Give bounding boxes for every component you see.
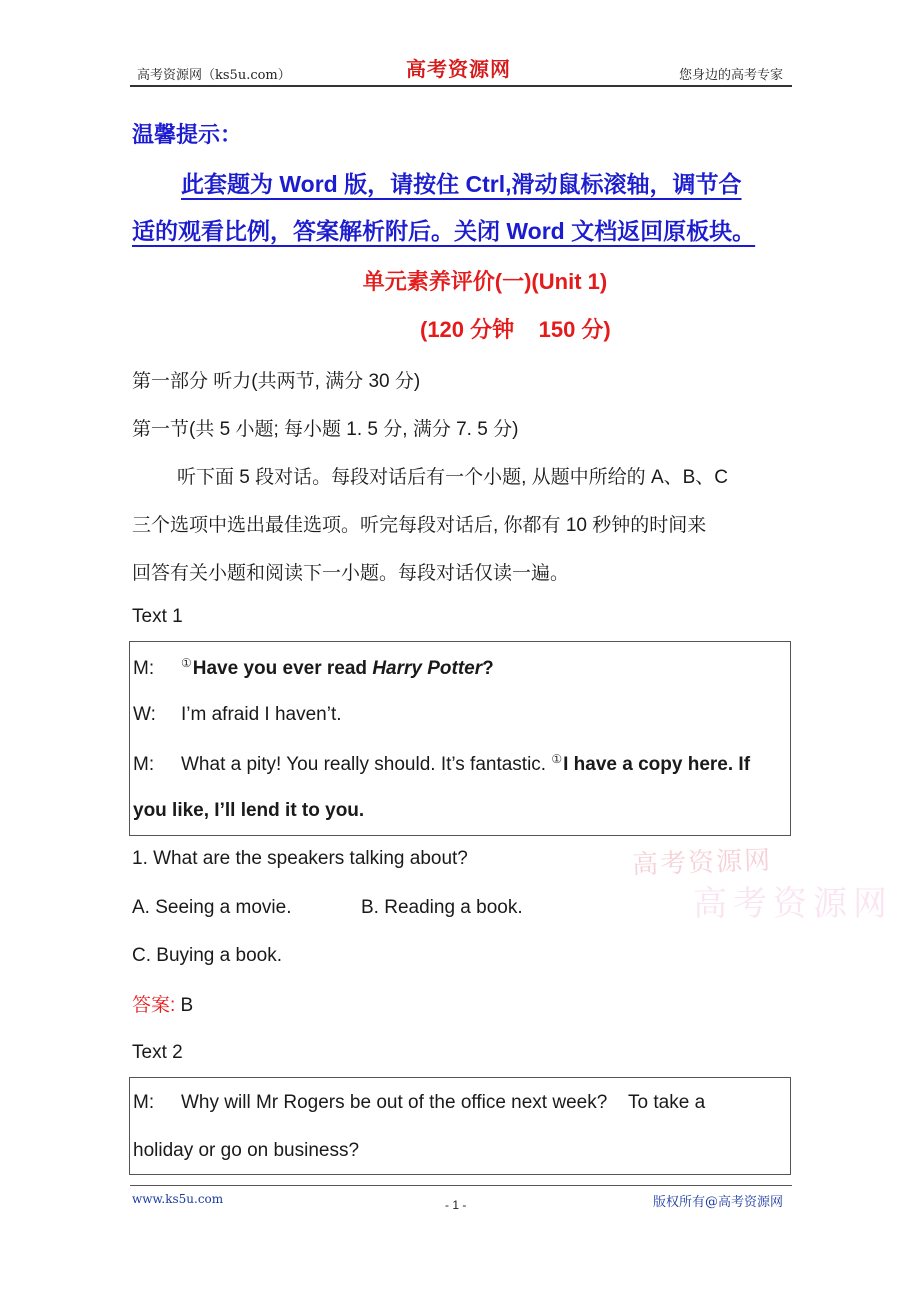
header-slogan: 您身边的高考专家 — [678, 68, 783, 83]
dialog-bold-text: you like, I’ll lend it to you. — [133, 800, 365, 821]
part-heading: 第一部分 听力(共两节, 满分 30 分) — [132, 371, 421, 392]
text1-label: Text 1 — [132, 606, 183, 627]
footer-divider — [130, 1185, 792, 1186]
instructions-line-1: 听下面 5 段对话。每段对话后有一个小题, 从题中所给的 A、B、C — [177, 467, 729, 488]
dialog-bold-text: I have a copy here. If — [563, 754, 751, 775]
option-c: C. Buying a book. — [132, 945, 282, 966]
instructions-line-2: 三个选项中选出最佳选项。听完每段对话后, 你都有 10 秒钟的时间来 — [132, 515, 707, 536]
dialog-line — [133, 656, 494, 680]
book-title: Harry Potter — [372, 658, 483, 679]
header-site-name: 高考资源网（ks5u.com） — [137, 68, 291, 83]
circled-number-marker: ① — [181, 656, 192, 670]
answer-line — [132, 990, 193, 1017]
watermark-small: 高考资源网 — [631, 845, 773, 881]
answer-value: B — [175, 995, 194, 1016]
dialog-line — [133, 1140, 359, 1162]
document-title: 单元素养评价(一)(Unit 1) — [362, 269, 608, 294]
footer-copyright: 版权所有@高考资源网 — [652, 1195, 783, 1210]
watermark-large: 高考资源网 — [693, 884, 893, 924]
dialog-line — [133, 800, 364, 822]
section-heading: 第一节(共 5 小题; 每小题 1. 5 分, 满分 7. 5 分) — [132, 419, 519, 440]
instructions-line-3: 回答有关小题和阅读下一小题。每段对话仅读一遍。 — [132, 563, 570, 584]
dialog-text: I’m afraid I haven’t. — [181, 704, 342, 725]
dialog-text: What a pity! You really should. It’s fantastic. — [181, 754, 552, 775]
dialog-bold-tail: ? — [482, 658, 494, 679]
speaker-label: M: — [133, 754, 155, 775]
page-number: - 1 - — [445, 1198, 467, 1212]
dialog-text: Why will Mr Rogers be out of the office next week? To take a — [181, 1092, 706, 1113]
dialog-text: holiday or go on business? — [133, 1140, 360, 1161]
option-a: A. Seeing a movie. — [132, 897, 292, 918]
dialog-line — [133, 1092, 787, 1114]
dialog-bold-text: Have you ever read — [192, 658, 373, 679]
speaker-label: M: — [133, 1092, 155, 1113]
text2-label: Text 2 — [132, 1042, 183, 1063]
dialog-line — [133, 704, 342, 726]
notice-title: 温馨提示： — [132, 122, 243, 147]
circled-number-marker: ① — [551, 752, 563, 766]
header-logo: 高考资源网 — [406, 57, 511, 81]
question-1: 1. What are the speakers talking about? — [132, 848, 468, 869]
answer-label: 答案: — [132, 995, 176, 1016]
text1-dialog-box — [129, 641, 791, 836]
dialog-line — [133, 752, 750, 776]
speaker-label: W: — [133, 704, 156, 725]
notice-link-line-1[interactable]: 此套题为 Word 版，请按住 Ctrl,滑动鼠标滚轴，调节合 — [181, 171, 742, 197]
text2-dialog-box — [129, 1077, 791, 1175]
option-b: B. Reading a book. — [361, 897, 523, 918]
document-subtitle: (120 分钟 150 分) — [420, 317, 611, 342]
footer-website-link[interactable]: www.ks5u.com — [132, 1192, 224, 1206]
header-divider — [130, 85, 792, 87]
notice-link-line-2[interactable]: 适的观看比例，答案解析附后。关闭 Word 文档返回原板块。 — [132, 218, 756, 244]
speaker-label: M: — [133, 658, 155, 679]
